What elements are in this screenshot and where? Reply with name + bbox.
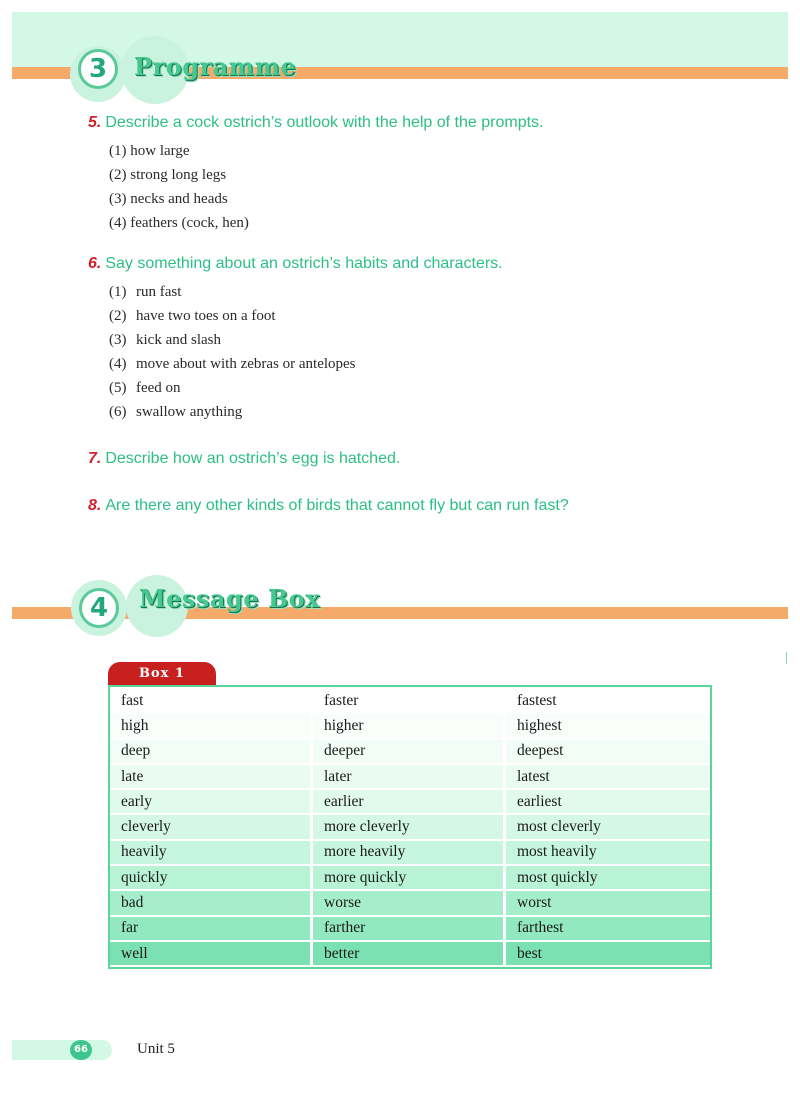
prompt-item bbox=[109, 400, 356, 424]
comparative-cell: earlier bbox=[313, 790, 506, 813]
base-form-cell: far bbox=[110, 917, 313, 940]
base-form-cell: heavily bbox=[110, 841, 313, 864]
prompt-text: necks and heads bbox=[130, 191, 228, 207]
question-text: Are there any other kinds of birds that cannot fly but can run fast? bbox=[105, 497, 569, 514]
superlative-cell: latest bbox=[506, 765, 710, 788]
footer-band bbox=[12, 1040, 112, 1060]
base-form-cell: early bbox=[110, 790, 313, 813]
comparative-cell: worse bbox=[313, 891, 506, 914]
page-number: 66 bbox=[70, 1040, 92, 1060]
prompt-number: (4) bbox=[109, 215, 127, 231]
question-text: Describe how an ostrich’s egg is hatched. bbox=[105, 450, 401, 467]
base-form-cell: high bbox=[110, 714, 313, 737]
prompt-text: move about with zebras or antelopes bbox=[136, 356, 356, 372]
comparative-cell: deeper bbox=[313, 740, 506, 763]
question-7 bbox=[88, 450, 400, 468]
prompt-number: (2) bbox=[109, 167, 127, 183]
base-form-cell: late bbox=[110, 765, 313, 788]
prompt-list bbox=[109, 280, 356, 424]
comparative-cell: higher bbox=[313, 714, 506, 737]
question-8 bbox=[88, 497, 569, 515]
comparative-cell: later bbox=[313, 765, 506, 788]
prompt-item bbox=[109, 304, 356, 328]
prompt-text: feathers (cock, hen) bbox=[130, 215, 249, 231]
table-row bbox=[110, 891, 710, 914]
table-row bbox=[110, 689, 710, 712]
superlative-cell: worst bbox=[506, 891, 710, 914]
prompt-number: (1) bbox=[109, 284, 127, 300]
prompt-item bbox=[109, 280, 356, 304]
prompt-number: (6) bbox=[109, 404, 127, 420]
base-form-cell: cleverly bbox=[110, 815, 313, 838]
prompt-number: (1) bbox=[109, 143, 127, 159]
prompt-text: how large bbox=[130, 143, 190, 159]
unit-label: Unit 5 bbox=[137, 1041, 175, 1057]
comparative-cell: more heavily bbox=[313, 841, 506, 864]
superlative-cell: fastest bbox=[506, 689, 710, 712]
prompt-text: kick and slash bbox=[136, 332, 221, 348]
superlative-cell: earliest bbox=[506, 790, 710, 813]
comparative-cell: farther bbox=[313, 917, 506, 940]
prompt-text: strong long legs bbox=[130, 167, 227, 183]
prompt-number: (3) bbox=[109, 332, 127, 348]
section-number-badge: 3 bbox=[78, 49, 118, 89]
prompt-text: have two toes on a foot bbox=[136, 308, 276, 324]
comparative-cell: more quickly bbox=[313, 866, 506, 889]
superlative-cell: most cleverly bbox=[506, 815, 710, 838]
comparative-cell: faster bbox=[313, 689, 506, 712]
table-row bbox=[110, 765, 710, 788]
table-row bbox=[110, 841, 710, 864]
comparative-cell: more cleverly bbox=[313, 815, 506, 838]
section-title: Programme bbox=[134, 52, 297, 81]
table-row bbox=[110, 714, 710, 737]
prompt-item bbox=[109, 163, 249, 187]
prompt-text: swallow anything bbox=[136, 404, 243, 420]
table-row bbox=[110, 740, 710, 763]
prompt-number: (2) bbox=[109, 308, 127, 324]
superlative-cell: deepest bbox=[506, 740, 710, 763]
base-form-cell: quickly bbox=[110, 866, 313, 889]
superlative-cell: farthest bbox=[506, 917, 710, 940]
question-5 bbox=[88, 114, 543, 132]
table-row bbox=[110, 866, 710, 889]
prompt-number: (3) bbox=[109, 191, 127, 207]
prompt-text: run fast bbox=[136, 284, 182, 300]
prompt-item bbox=[109, 139, 249, 163]
question-text: Describe a cock ostrich’s outlook with the help of the prompts. bbox=[105, 114, 544, 131]
question-number: 8. bbox=[88, 497, 102, 514]
page-edge-mark bbox=[786, 652, 787, 664]
superlative-cell: most heavily bbox=[506, 841, 710, 864]
box-label-tab: Box 1 bbox=[108, 662, 216, 686]
table-row bbox=[110, 790, 710, 813]
superlative-cell: best bbox=[506, 942, 710, 965]
base-form-cell: deep bbox=[110, 740, 313, 763]
prompt-text: feed on bbox=[136, 380, 181, 396]
prompt-item bbox=[109, 328, 356, 352]
table-row bbox=[110, 917, 710, 940]
prompt-item bbox=[109, 376, 356, 400]
prompt-list bbox=[109, 139, 249, 235]
comparative-cell: better bbox=[313, 942, 506, 965]
section-title: Message Box bbox=[139, 584, 320, 613]
prompt-number: (4) bbox=[109, 356, 127, 372]
prompt-item bbox=[109, 187, 249, 211]
table-row bbox=[110, 815, 710, 838]
section-number-badge: 4 bbox=[79, 588, 119, 628]
prompt-item bbox=[109, 352, 356, 376]
base-form-cell: fast bbox=[110, 689, 313, 712]
prompt-item bbox=[109, 211, 249, 235]
base-form-cell: bad bbox=[110, 891, 313, 914]
table-row bbox=[110, 942, 710, 965]
superlative-cell: highest bbox=[506, 714, 710, 737]
question-6 bbox=[88, 255, 503, 273]
question-text: Say something about an ostrich’s habits and characters. bbox=[105, 255, 503, 272]
prompt-number: (5) bbox=[109, 380, 127, 396]
superlative-cell: most quickly bbox=[506, 866, 710, 889]
comparison-table bbox=[108, 685, 712, 969]
comparison-table-body bbox=[110, 689, 710, 965]
question-number: 5. bbox=[88, 114, 102, 131]
base-form-cell: well bbox=[110, 942, 313, 965]
question-number: 6. bbox=[88, 255, 102, 272]
question-number: 7. bbox=[88, 450, 102, 467]
